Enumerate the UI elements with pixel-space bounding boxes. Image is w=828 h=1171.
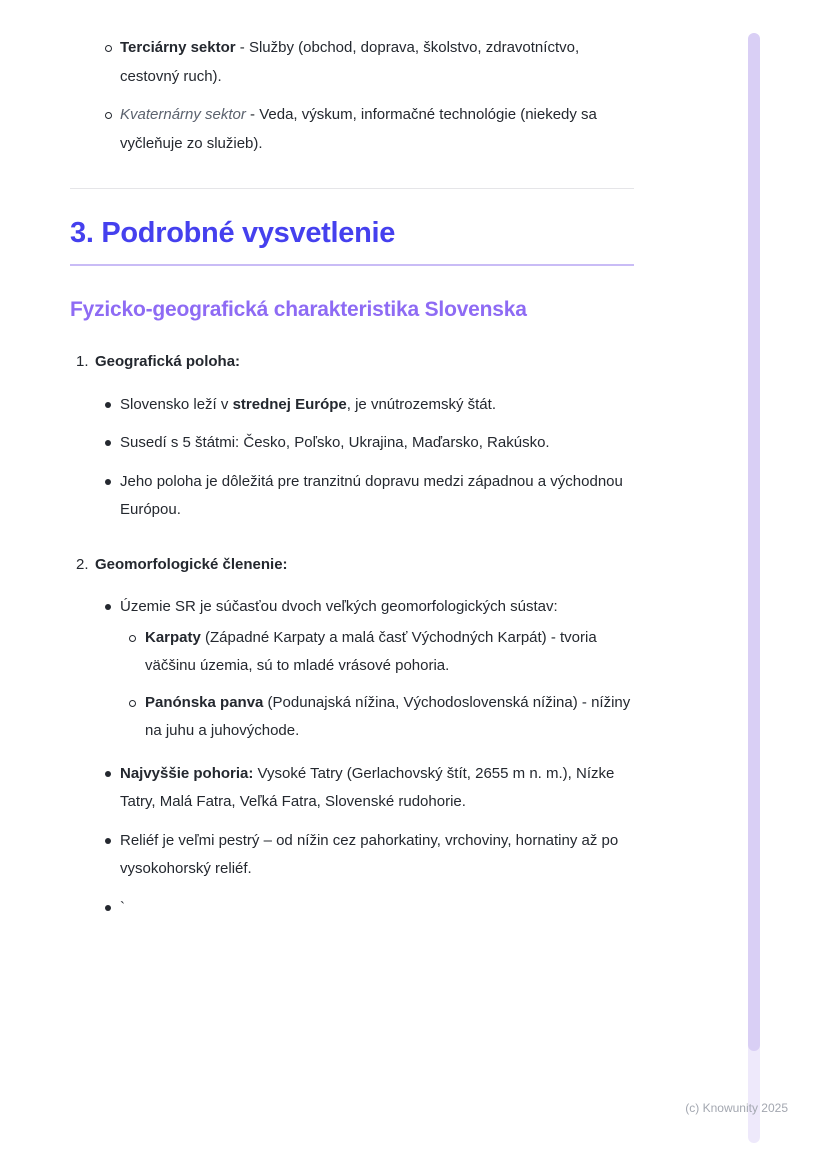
text-run: ` <box>120 898 125 916</box>
text-run: Vysoké Tatry (Gerlachovský štít, 2655 m n. m.), Nízke Tatry, Malá Fatra, Veľká Fatra, Slovenské rudohorie. <box>120 764 615 810</box>
scrollbar-thumb[interactable] <box>748 33 760 1051</box>
text-run: Susedí s 5 štátmi: Česko, Poľsko, Ukrajina, Maďarsko, Rakúsko. <box>120 434 550 451</box>
text-run-bold: Najvyššie pohoria: <box>120 764 254 782</box>
text-run: - Služby (obchod, doprava, školstvo, zdravotníctvo, cestovný ruch). <box>120 39 580 85</box>
document-content <box>70 34 634 932</box>
list-item <box>70 827 634 884</box>
bullet-icon <box>105 604 111 610</box>
bullet-icon <box>105 479 111 485</box>
bullet-list <box>70 593 634 922</box>
list-item <box>70 391 634 420</box>
list-item <box>70 101 634 158</box>
list-item-text <box>120 468 634 525</box>
text-run: Územie SR je súčasťou dvoch veľkých geomorfologických sústav: <box>120 598 558 615</box>
list-item-text <box>145 689 634 746</box>
list-item-text <box>120 429 634 458</box>
text-run: Slovensko leží v <box>120 395 233 413</box>
text-run: - Veda, výskum, informačné technológie (niekedy sa vyčleňuje zo služieb). <box>120 106 597 152</box>
list-item-text <box>120 34 634 91</box>
list-item <box>120 689 634 746</box>
list-item <box>120 624 634 681</box>
item-title: Geografická poloha: <box>95 353 241 370</box>
item-number: 2. <box>76 555 89 573</box>
text-run-bold: Panónska panva <box>145 693 264 711</box>
text-run: Jeho poloha je dôležitá pre tranzitnú dopravu medzi západnou a východnou Európou. <box>120 472 623 518</box>
list-item-text <box>120 760 634 817</box>
text-run-bold: Karpaty <box>145 628 201 646</box>
list-item <box>70 894 634 923</box>
scrollbar-track[interactable] <box>748 33 760 1143</box>
text-run: (Západné Karpaty a malá časť Východných Karpát) - tvoria väčšinu územia, sú to mladé vrásové pohoria. <box>145 628 597 674</box>
open-circle-bullet-icon <box>129 700 136 707</box>
list-item <box>70 760 634 817</box>
subsection-heading: Fyzicko-geografická charakteristika Slovenska <box>70 298 527 321</box>
text-run-bold: strednej Európe <box>232 395 347 413</box>
copyright-notice: (c) Knowunity 2025 <box>685 1101 788 1115</box>
bullet-icon <box>105 905 111 911</box>
numbered-item <box>70 551 634 580</box>
text-run: (Podunajská nížina, Východoslovenská nížina) - nížiny na juhu a juhovýchode. <box>145 693 631 739</box>
list-item-text <box>120 827 634 884</box>
list-item-text <box>120 391 634 420</box>
section-divider <box>70 188 634 189</box>
text-run-italic: Kvaternárny sektor <box>120 106 246 123</box>
text-run: Reliéf je veľmi pestrý – od nížin cez pahorkatiny, vrchoviny, hornatiny až po vysokohorský reliéf. <box>120 831 619 877</box>
bullet-icon <box>105 771 111 777</box>
list-item <box>70 34 634 91</box>
list-item-text <box>145 624 634 681</box>
text-run: , je vnútrozemský štát. <box>346 395 496 413</box>
list-item-text <box>120 593 634 622</box>
numbered-item <box>70 348 634 377</box>
bullet-list <box>70 391 634 525</box>
open-circle-bullet-icon <box>105 45 112 52</box>
item-number: 1. <box>76 353 89 370</box>
list-item <box>70 593 634 746</box>
bullet-icon <box>105 402 111 408</box>
list-item-text <box>120 894 634 923</box>
list-item <box>70 429 634 458</box>
sub-bullet-list <box>120 624 634 746</box>
open-circle-bullet-icon <box>129 635 136 642</box>
list-item-text <box>120 101 634 158</box>
bullet-icon <box>105 440 111 446</box>
open-circle-bullet-icon <box>105 112 112 119</box>
section-heading: 3. Podrobné vysvetlenie <box>70 217 634 266</box>
item-title: Geomorfologické členenie: <box>95 555 288 573</box>
list-item <box>70 468 634 525</box>
bullet-icon <box>105 838 111 844</box>
text-run-bold: Terciárny sektor <box>120 39 236 56</box>
